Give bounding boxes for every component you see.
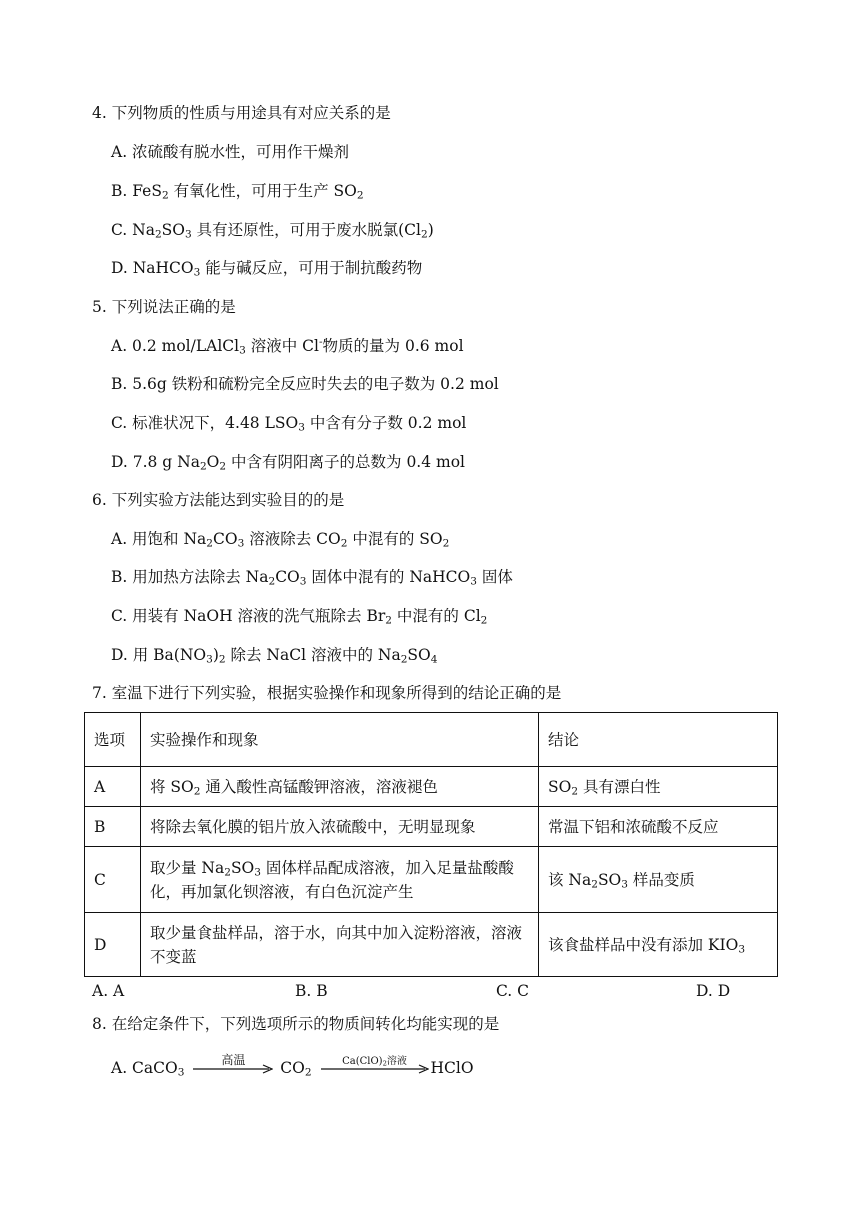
q5-stem: 5. 下列说法正确的是 [92,298,236,316]
answer-d: D. D [696,982,731,1000]
q4-stem: 4. 下列物质的性质与用途具有对应关系的是 [92,104,391,122]
answer-a: A. A [92,982,125,1000]
table-row [85,767,778,807]
row-option: B [85,807,141,847]
header-option: 选项 [85,713,141,767]
table-row [85,807,778,847]
row-operation: 取少量食盐样品，溶于水，向其中加入淀粉溶液，溶液不变蓝 [141,913,539,977]
q4-option-a: A. 浓硫酸有脱水性，可用作干燥剂 [111,143,350,161]
row-option: C [85,847,141,913]
q5-option-b: B. 5.6g 铁粉和硫粉完全反应时失去的电子数为 0.2 mol [111,375,499,393]
table-row [85,913,778,977]
header-operation: 实验操作和现象 [141,713,539,767]
row-option: A [85,767,141,807]
q4-option-b: B. FeS$_2$ 有氧化性，可用于生产 $SO_2$ [111,182,364,202]
answer-b: B. B [295,982,328,1000]
arrow-reagent [321,1056,429,1074]
row-operation: 取少量 $Na_2SO_3$ 固体样品配成溶液，加入足量盐酸酸化，再加氯化钡溶液，有白色沉淀产生 [141,847,539,913]
answer-c: C. C [496,982,530,1000]
table-header-row [85,713,778,767]
table-row [85,847,778,913]
q5-option-d: D. 7.8 g $Na_2O_2$ 中含有阴阳离子的总数为 0.4 mol [111,453,466,473]
q6-option-b: B. 用加热方法除去 $Na_2CO_3$ 固体中混有的 NaHCO$_3$ 固体 [111,568,513,588]
q7-stem: 7. 室温下进行下列实验，根据实验操作和现象所得到的结论正确的是 [92,684,562,702]
q6-option-d: D. 用 $Ba(NO_3)_2$ 除去 NaCl 溶液中的 $Na_2SO_4$ [111,646,438,666]
q6-stem: 6. 下列实验方法能达到实验目的的是 [92,491,345,509]
arrow-reagent-label: $Ca(ClO)_2$溶液 [342,1056,407,1068]
q6-option-c: C. 用装有 NaOH 溶液的洗气瓶除去 $Br_2$ 中混有的 $Cl_2$ [111,607,488,627]
q5-option-c: C. 标准状况下，4.48 $LSO_3$ 中含有分子数 0.2 mol [111,414,467,434]
arrow-heat-label: 高温 [221,1053,246,1067]
q8-stem: 8. 在给定条件下，下列选项所示的物质间转化均能实现的是 [92,1015,500,1033]
row-conclusion: $SO_2$ 具有漂白性 [539,767,778,807]
experiment-table [84,712,778,977]
row-conclusion: 该食盐样品中没有添加 $KIO_3$ [539,913,778,977]
row-conclusion: 常温下铝和浓硫酸不反应 [539,807,778,847]
header-conclusion: 结论 [539,713,778,767]
q6-option-a: A. 用饱和 $Na_2CO_3$ 溶液除去 $CO_2$ 中混有的 $SO_2$ [111,530,450,550]
row-operation: 将除去氧化膜的铝片放入浓硫酸中，无明显现象 [141,807,539,847]
row-operation: 将 $SO_2$ 通入酸性高锰酸钾溶液，溶液褪色 [141,767,539,807]
q8-option-a: A. CaCO$_3$ 高温 $CO_2$ $Ca(ClO)_2$溶液 HClO [111,1058,474,1078]
row-conclusion: 该 $Na_2SO_3$ 样品变质 [539,847,778,913]
q4-option-c: C. $Na_2SO_3$ 具有还原性，可用于废水脱氯$(Cl_2)$ [111,221,434,241]
row-option: D [85,913,141,977]
q5-option-a: A. 0.2 mol/LAlCl$_3$ 溶液中 Cl-物质的量为 0.6 mol [111,336,464,357]
q4-option-d: D. NaHCO$_3$ 能与碱反应，可用于制抗酸药物 [111,259,423,279]
arrow-heat [193,1053,273,1074]
